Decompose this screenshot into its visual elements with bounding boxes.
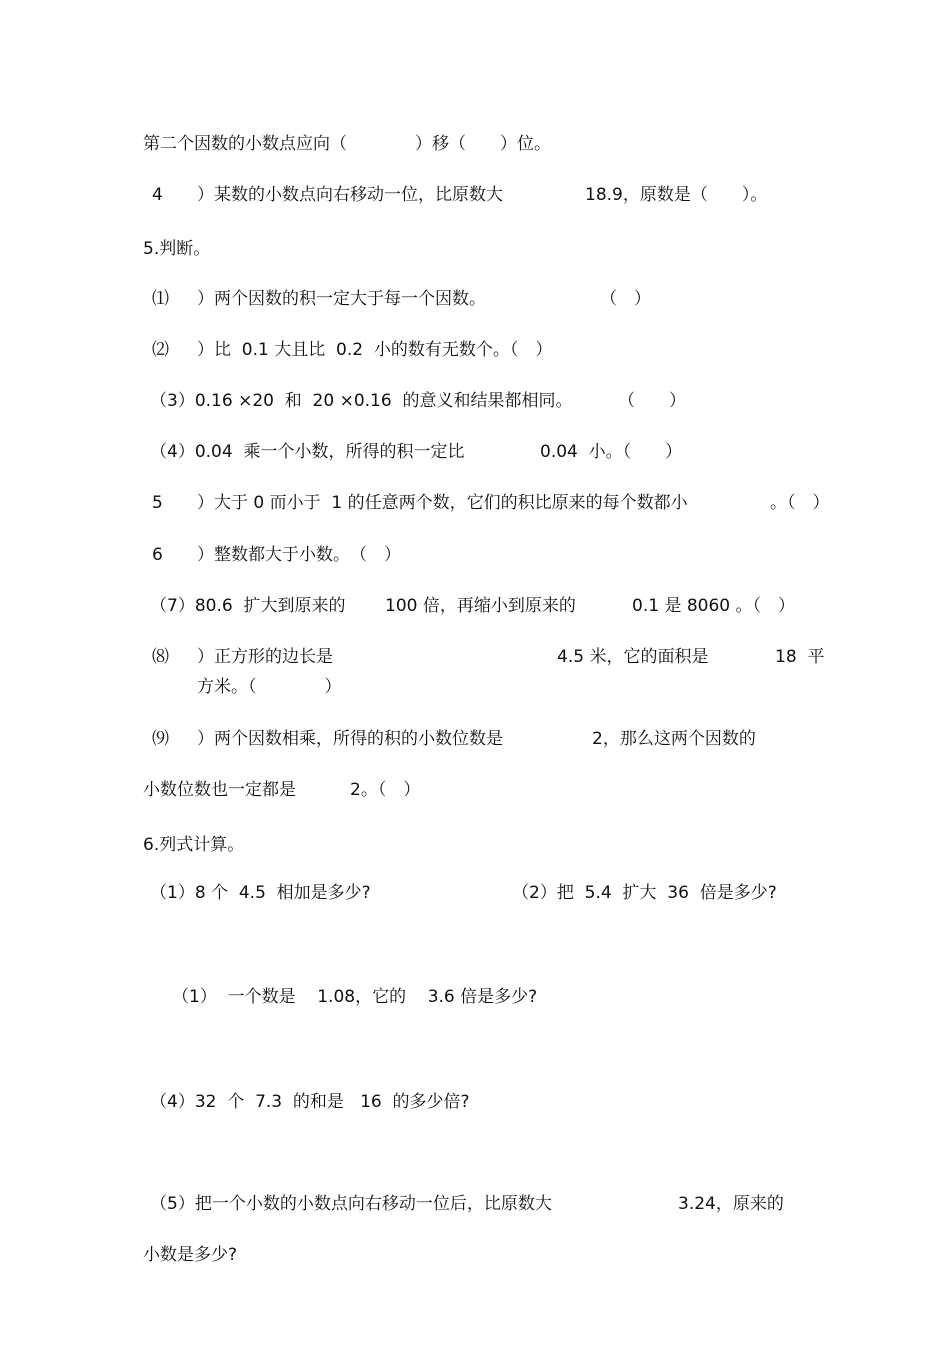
judge-9-cont: 小数位数也一定都是 bbox=[143, 780, 296, 800]
judge-8-cont: 方米。（ ） bbox=[197, 677, 342, 697]
judge-1-number: ⑴ bbox=[152, 289, 169, 309]
judge-6-text: ）整数都大于小数。 （ ） bbox=[197, 545, 401, 565]
judge-9-value: 2，那么这两个因数的 bbox=[592, 729, 756, 749]
judge-1-text: ）两个因数的积一定大于每一个因数。 bbox=[197, 289, 486, 309]
judge-7-text: （7）80.6 扩大到原来的 bbox=[150, 596, 346, 616]
judge-2-number: ⑵ bbox=[152, 340, 169, 360]
judge-5-text: ）大于 0 而小于 1 的任意两个数，它们的积比原来的每个数都小 bbox=[197, 493, 688, 513]
judge-7-mid: 100 倍，再缩小到原来的 bbox=[385, 596, 576, 616]
calc-3: （1） 一个数是 1.08，它的 3.6 倍是多少? bbox=[172, 987, 538, 1007]
judge-8-text: ）正方形的边长是 bbox=[197, 647, 333, 667]
section-5-title: 5.判断。 bbox=[143, 239, 211, 259]
judge-3-answer: （ ） bbox=[618, 391, 686, 411]
judge-8-number: ⑻ bbox=[152, 647, 169, 667]
calc-4: （4）32 个 7.3 的和是 16 的多少倍? bbox=[150, 1092, 470, 1112]
fill-blank-4-value: 18.9，原数是（ ）。 bbox=[585, 185, 768, 205]
judge-9-text: ）两个因数相乘，所得的积的小数位数是 bbox=[197, 729, 503, 749]
judge-8-area: 18 平 bbox=[775, 647, 825, 667]
calc-5-value: 3.24，原来的 bbox=[678, 1194, 784, 1214]
judge-4-value: 0.04 小。（ ） bbox=[540, 442, 683, 462]
judge-3-text: （3）0.16 ×20 和 20 ×0.16 的意义和结果都相同。 bbox=[150, 391, 573, 411]
judge-4-text: （4）0.04 乘一个小数，所得的积一定比 bbox=[150, 442, 465, 462]
judge-5-answer: 。（ ） bbox=[770, 493, 830, 513]
judge-6-number: 6 bbox=[152, 545, 163, 565]
calc-1: （1）8 个 4.5 相加是多少? bbox=[150, 883, 371, 903]
judge-7-end: 0.1 是 8060 。（ ） bbox=[632, 596, 796, 616]
judge-9-number: ⑼ bbox=[152, 729, 169, 749]
section-6-title: 6.列式计算。 bbox=[143, 835, 245, 855]
calc-5-text: （5）把一个小数的小数点向右移动一位后，比原数大 bbox=[150, 1194, 552, 1214]
judge-1-answer: （ ） bbox=[600, 289, 651, 309]
judge-9-end: 2。（ ） bbox=[350, 780, 421, 800]
fill-blank-4-text: ）某数的小数点向右移动一位，比原数大 bbox=[197, 185, 503, 205]
fill-blank-line-3-cont: 第二个因数的小数点应向（ ）移（ ）位。 bbox=[143, 134, 551, 154]
judge-8-value: 4.5 米，它的面积是 bbox=[557, 647, 709, 667]
judge-5-number: 5 bbox=[152, 493, 163, 513]
judge-2-text: ）比 0.1 大且比 0.2 小的数有无数个。（ ） bbox=[197, 340, 553, 360]
calc-5-cont: 小数是多少? bbox=[143, 1245, 238, 1265]
fill-blank-4-number: 4 bbox=[152, 185, 163, 205]
calc-2: （2）把 5.4 扩大 36 倍是多少? bbox=[512, 883, 777, 903]
